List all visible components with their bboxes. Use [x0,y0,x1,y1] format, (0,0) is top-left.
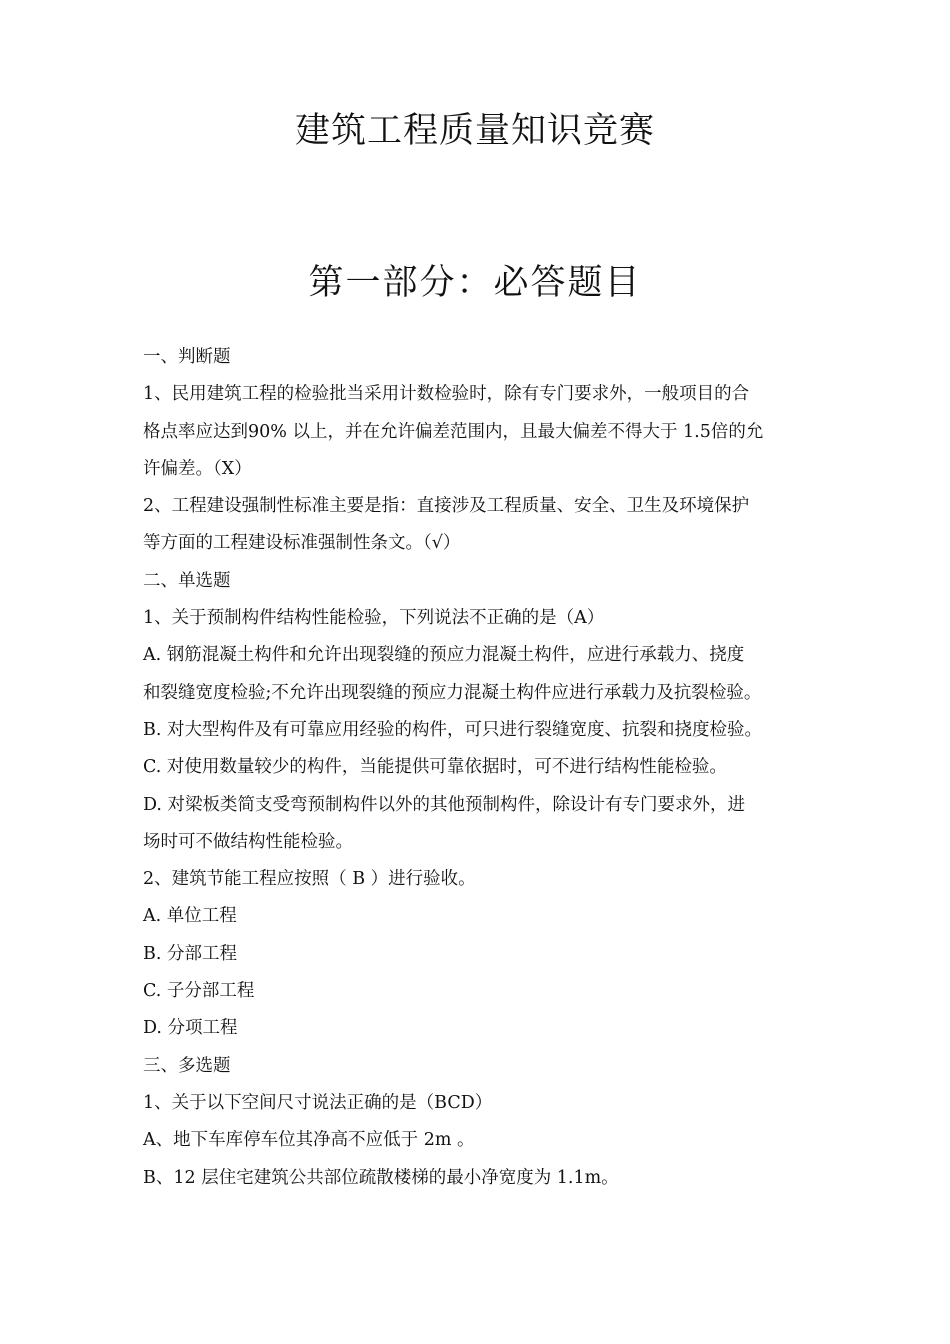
question-text-line: 1、民用建筑工程的检验批当采用计数检验时，除有专门要求外，一般项目的合 [143,384,750,405]
question-text-line: 1、关于以下空间尺寸说法正确的是（BCD） [143,1092,493,1113]
option-text-line: C. 子分部工程 [143,981,255,1002]
section-heading-single-choice: 二、单选题 [143,570,231,591]
option-text-line: C. 对使用数量较少的构件，当能提供可靠依据时，可不进行结构性能检验。 [143,757,727,778]
option-text-line: B、12 层住宅建筑公共部位疏散楼梯的最小净宽度为 1.1m。 [143,1167,619,1188]
option-text-line: A、地下车库停车位其净高不应低于 2m 。 [143,1130,475,1151]
option-text-line: A. 钢筋混凝土构件和允许出现裂缝的预应力混凝土构件，应进行承载力、挠度 [143,645,745,666]
option-text-line: D. 对梁板类简支受弯预制构件以外的其他预制构件，除设计有专门要求外，进 [143,794,746,815]
option-text-line: B. 对大型构件及有可靠应用经验的构件，可只进行裂缝宽度、抗裂和挠度检验。 [143,719,762,740]
question-text-line: 2、工程建设强制性标准主要是指：直接涉及工程质量、安全、卫生及环境保护 [143,496,750,517]
section-heading-multiple-choice: 三、多选题 [143,1055,231,1076]
question-text-line: 1、关于预制构件结构性能检验，下列说法不正确的是（A） [143,608,605,629]
question-text-line: 格点率应达到90% 以上，并在允许偏差范围内，且最大偏差不得大于 1.5倍的允 [143,421,764,442]
question-text-line: 等方面的工程建设标准强制性条文。（√） [143,533,461,554]
option-text-line: A. 单位工程 [143,906,237,927]
option-text-line: 场时可不做结构性能检验。 [143,831,353,852]
question-text-line: 2、建筑节能工程应按照（ B ）进行验收。 [143,869,476,890]
option-text-line: 和裂缝宽度检验;不允许出现裂缝的预应力混凝土构件应进行承载力及抗裂检验。 [143,682,762,703]
option-text-line: D. 分项工程 [143,1018,238,1039]
document-body [143,339,833,1197]
section-heading-true-false: 一、判断题 [143,347,231,367]
option-text-line: B. 分部工程 [143,943,237,964]
question-text-line: 许偏差。（X） [143,458,252,479]
section-title: 第一部分：必答题目 [308,263,642,303]
document-title: 建筑工程质量知识竞赛 [294,111,655,151]
